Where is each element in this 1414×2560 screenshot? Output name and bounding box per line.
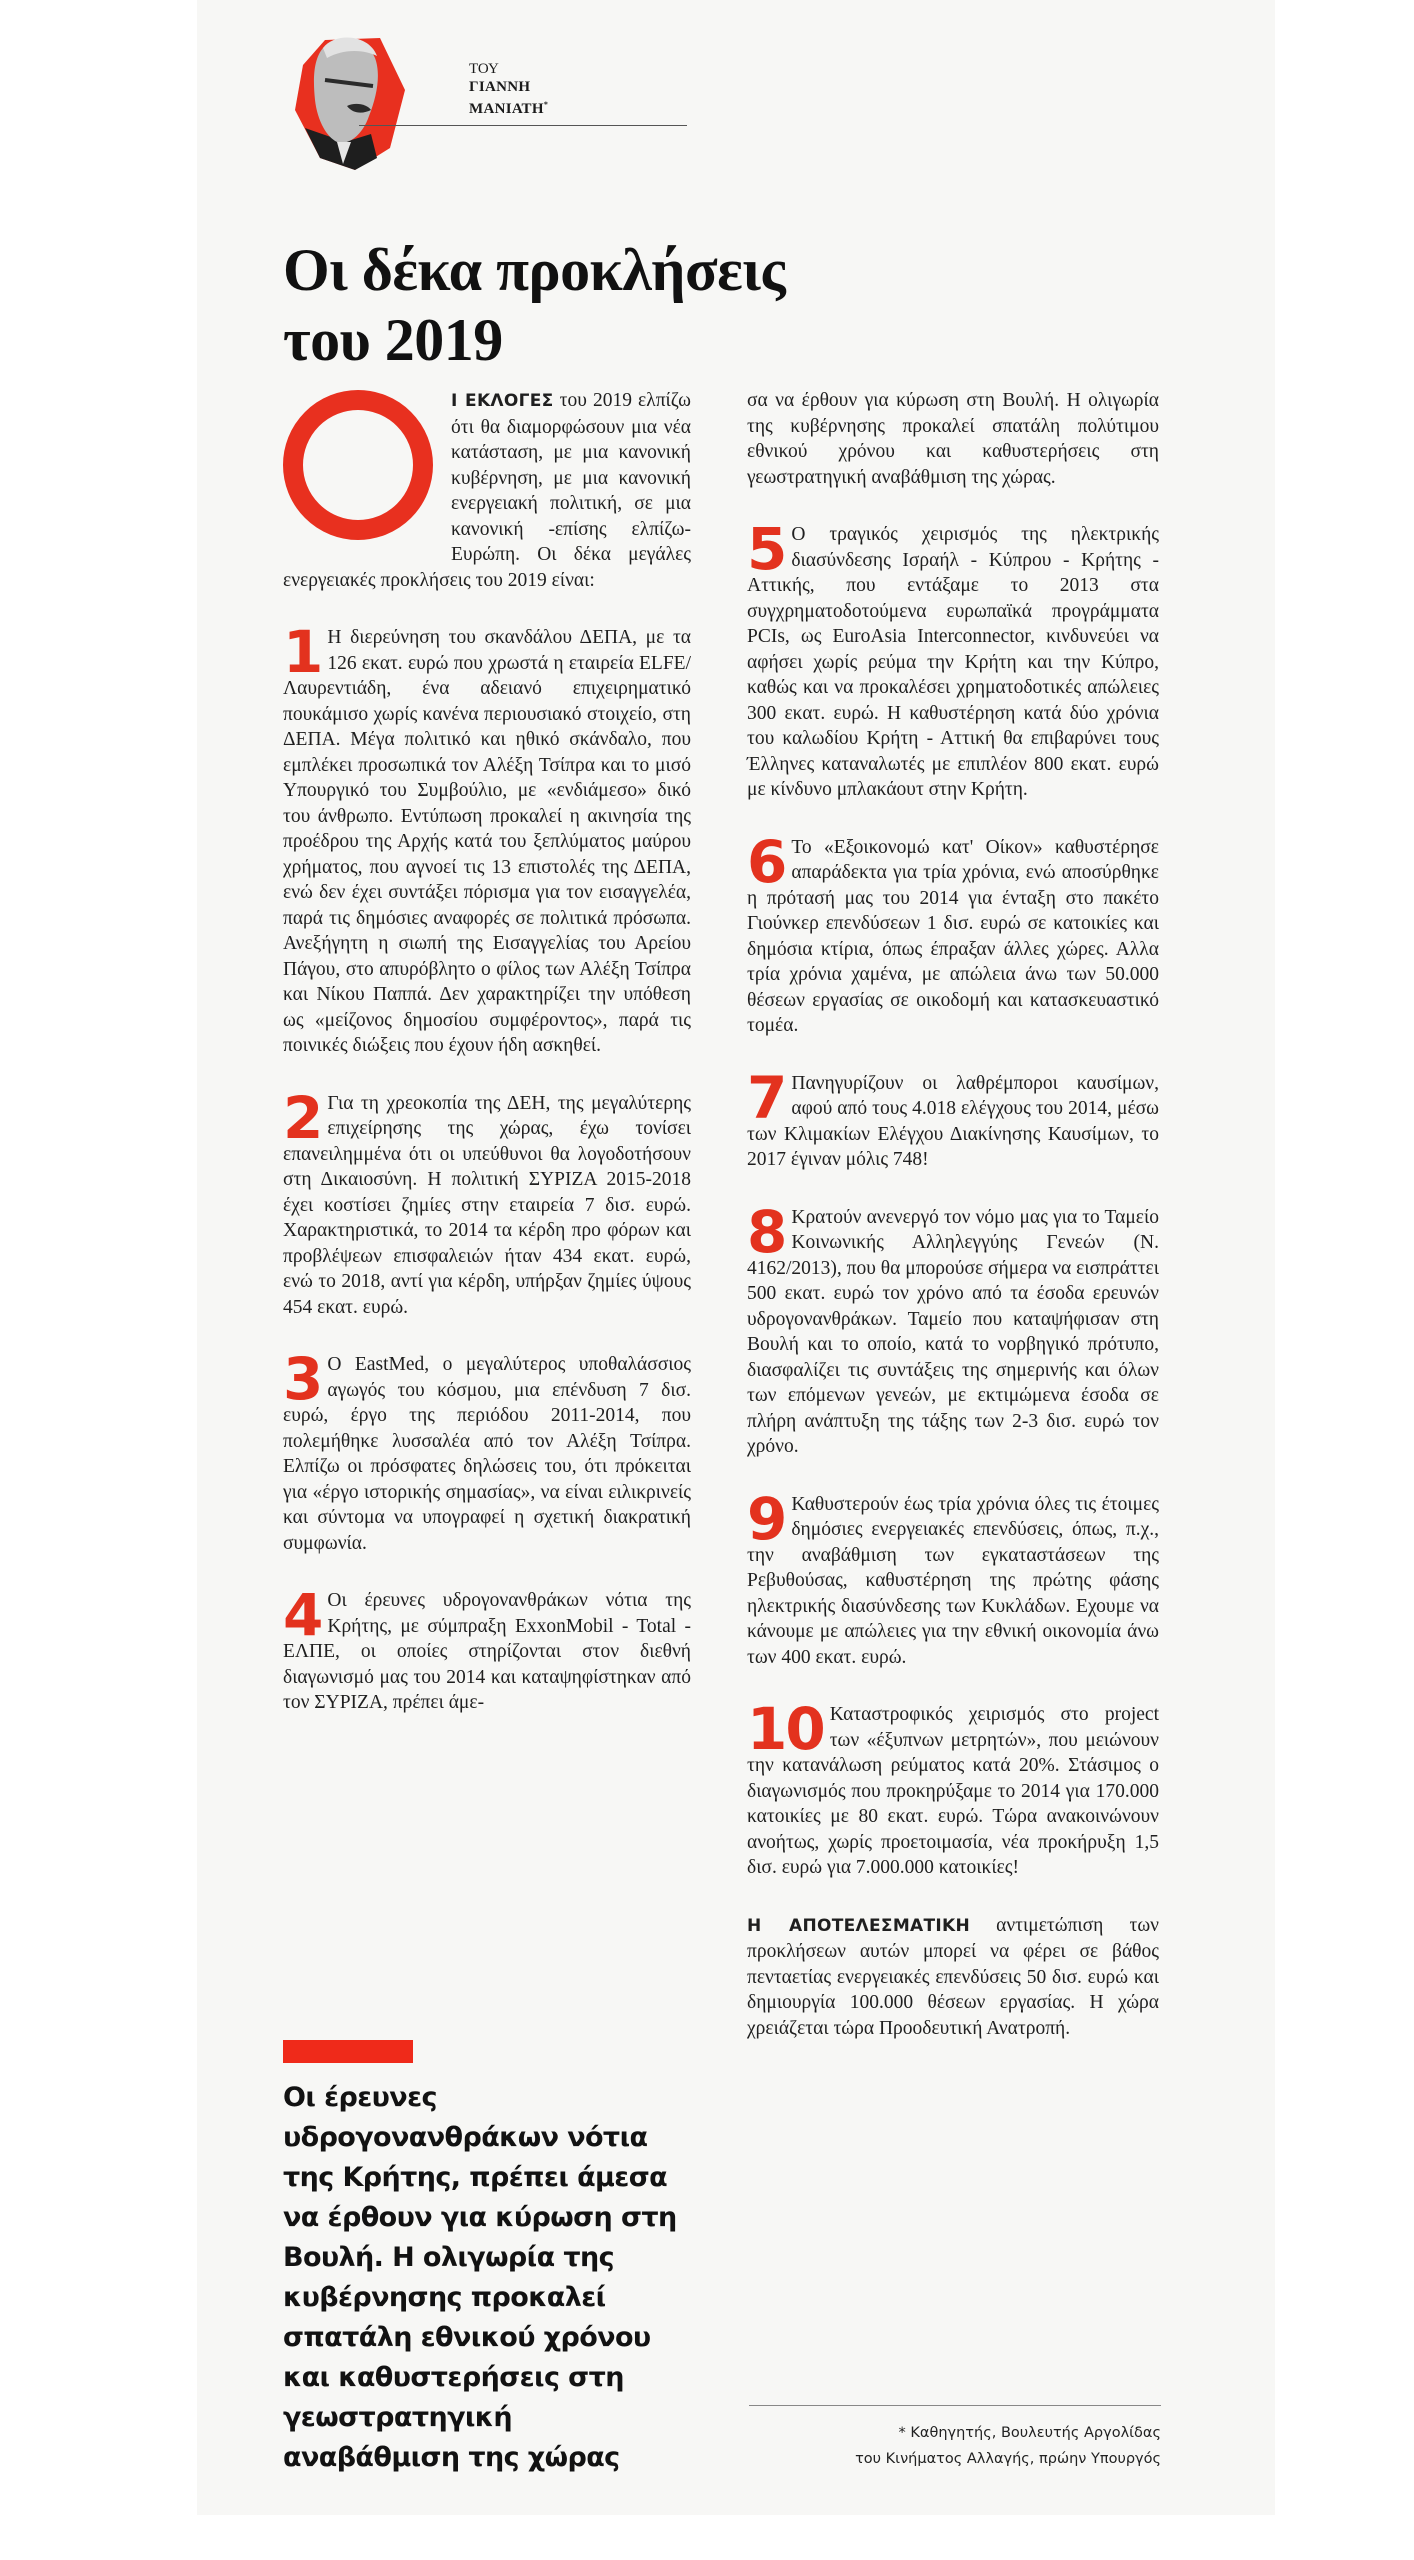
author-footnote: [757, 2420, 1161, 2472]
byline-footnote-marker: *: [543, 100, 549, 109]
challenge-number: 9: [747, 1484, 786, 1553]
challenge-number: 7: [747, 1063, 786, 1132]
byline-first-name: ΓΙΑΝΝΗ: [469, 79, 531, 95]
challenge-text: Καταστροφικός χειρισμός στο project των «έξυπνων μετρητών», που μειώνουν την κατανάλωση ρεύματος κατά 20%. Στάσιμος ο διαγωνισμός που προκηρύξαμε το 2014 για 170.000 κατοικίες με 80 εκατ. ευρώ. Τώρα ανακοινώνουν ανοήτως, χωρίς προετοιμασία, νέα προκήρυξη 1,5 δισ. ευρώ για 7.000.000 κατοικίες!: [747, 1704, 1159, 1878]
challenge-number: 4: [283, 1581, 322, 1649]
challenge-item: [283, 1581, 691, 1716]
byline-last-name-text: ΜΑΝΙΑΤΗ: [469, 101, 544, 117]
challenge-number: 10: [747, 1695, 824, 1763]
challenge-item: [747, 1695, 1159, 1881]
article-column-left: [283, 388, 691, 1748]
challenge-number: 5: [747, 515, 786, 583]
challenge-number: 3: [283, 1345, 322, 1413]
challenge-number: 1: [283, 618, 322, 686]
challenge-text: Ο τραγικός χειρισμός της ηλεκτρικής διασύνδεσης Ισραήλ - Κύπρου - Κρήτης - Αττικής, που εντάξαμε το 2013 στα συγχρηματοδοτούμενα ευρωπαϊκά προγράμματα PCIs, ως EuroAsia Interconnector, κινδυνεύει να αφήσει χωρίς ρεύμα την Κρήτη και την Κύπρο, καθώς και να προκαλέσει χρηματοδοτικές απώλειες 300 εκατ. ευρώ. Η καθυστέρηση κατά δύο χρόνια του καλωδίου Κρήτη - Αττική θα επιβαρύνει τους Έλληνες καταναλωτές με επιπλέον 800 εκατ. ευρώ με κίνδυνο μπλακάουτ στην Κρήτη.: [747, 524, 1159, 800]
footnote-line-1: * Καθηγητής, Βουλευτής Αργολίδας: [898, 2425, 1161, 2441]
challenge-continuation: σα να έρθουν για κύρωση στη Βουλή. Η ολιγωρία της κυβέρνησης προκαλεί σπατάλη πολύτιμου εθνικού χρόνου και καθυστερήσεις στη γεωστρατηγική αναβάθμιση της χώρας.: [747, 390, 1159, 488]
challenge-number: 6: [747, 827, 786, 896]
byline-last-name: [469, 96, 548, 118]
challenge-text: Η διερεύνηση του σκανδάλου ΔΕΠΑ, με τα 126 εκατ. ευρώ που χρωστά η εταιρεία ELFE/Λαυρεντιάδη, ένα αδειανό επιχειρηματικό πουκάμισο χωρίς κανένα περιουσιακό στοιχείο, στη ΔΕΠΑ. Μέγα πολιτικό και ηθικό σκάνδαλο, που εμπλέκει προσωπικά τον Αλέξη Τσίπρα και το μισό Υπουργικό του Συμβούλιο, με «ενδιάμεσο» δικό του άνθρωπο. Εντύπωση προκαλεί η ακινησία της προέδρου της Αρχής κατά του ξεπλύματος μαύρου χρήματος, που αγνοεί τις 13 επιστολές της ΔΕΠΑ, ενώ δεν έχει συντάξει πόρισμα για τον εισαγγελέα, παρά τις δημόσιες αναφορές σε πολιτικά πρόσωπα. Ανεξήγητη η σιωπή της Εισαγγελίας του Αρείου Πάγου, στο απυρόβλητο ο φίλος των Αλέξη Τσίπρα και Νίκου Παππά. Δεν χαρακτηρίζει την υπόθεση ως «μείζονος δημοσίου συμφέροντος», παρά τις ποινικές διώξεις που έχουν ήδη ασκηθεί.: [283, 627, 691, 1056]
challenge-item: [747, 1197, 1159, 1460]
challenge-text: Πανηγυρίζουν οι λαθρέμποροι καυσίμων, αφού από τους 4.018 ελέγχους του 2014, μέσω των Κλιμακίων Ελέγχου Διακίνησης Καυσίμων, το 2017 έγιναν μόλις 748!: [747, 1072, 1159, 1170]
challenge-item: [747, 515, 1159, 803]
byline-prefix: ΤΟΥ: [469, 61, 499, 77]
conclusion-lead-caps: Η ΑΠΟΤΕΛΕΣΜΑΤΙΚΗ: [747, 1915, 971, 1936]
newspaper-page: [197, 0, 1275, 2515]
pull-quote-accent-bar: [283, 2040, 413, 2063]
pull-quote: Οι έρευνες υδρογονανθράκων νότια της Κρήτης, πρέπει άμεσα να έρθουν για κύρωση στη Βουλή. Η ολιγωρία της κυβέρνησης προκαλεί σπατάλη εθνικού χρόνου και καθυστερήσεις στη γεωστρατηγική αναβάθμιση της χώρας: [283, 2082, 677, 2473]
intro-text: του 2019 ελπίζω ότι θα διαμορφώσουν μια νέα κατάσταση, με μια κανονική κυβέρνηση, με μια κανονική ενεργειακή πολιτική, σε μια κανονική -επίσης ελπίζω- Ευρώπη. Οι δέκα μεγάλες ενεργειακές προκλήσεις του 2019 είναι:: [283, 390, 691, 591]
challenge-text: Καθυστερούν έως τρία χρόνια όλες τις έτοιμες δημόσιες ενεργειακές επενδύσεις, όπως, π.χ., την αναβάθμιση των εγκαταστάσεων της Ρεβυθούσας, καθυστέρηση της πρώτης φάσης ηλεκτρικής διασύνδεσης των Κυκλάδων. Εχουμε να κάνουμε με απώλειες για την εθνική οικονομία άνω των 400 εκατ. ευρώ.: [747, 1493, 1159, 1668]
challenge-item: [747, 1063, 1159, 1173]
challenge-number: 8: [747, 1197, 786, 1266]
author-portrait: [285, 30, 405, 170]
challenge-item: [283, 618, 691, 1059]
footnote-divider: [749, 2405, 1161, 2406]
challenge-text: Οι έρευνες υδρογονανθράκων νότια της Κρήτης, με σύμπραξη ExxonMobil - Total - ΕΛΠΕ, οι οποίες στηρίζονται στον διεθνή διαγωνισμό μας του 2014 και καταψηφίστηκαν από τον ΣΥΡΙΖΑ, πρέπει άμε-: [283, 1590, 691, 1713]
challenge-text: Κρατούν ανενεργό τον νόμο μας για το Ταμείο Κοινωνικής Αλληλεγγύης Γενεών (Ν. 4162/2013), που θα μπορούσε σήμερα να εισπράττει 500 εκατ. ευρώ τον χρόνο από τα έσοδα ερευνών υδρογονανθράκων. Ταμείο που καταψήφισαν στη Βουλή και το οποίο, κατά το νορβηγικό πρότυπο, διασφαλίζει τις συντάξεις της σημερινής και όλων των επόμενων γενεών, με εκτιμώμενα έσοδα σε πλήρη ανάπτυξη της τάξης των 2-3 δισ. ευρώ τον χρόνο.: [747, 1206, 1159, 1457]
challenge-text: Ο EastMed, ο μεγαλύτερος υποθαλάσσιος αγωγός του κόσμου, μια επένδυση 7 δισ. ευρώ, έργο της περιόδου 2011-2014, που πολεμήθηκε λυσσαλέα από τον Αλέξη Τσίπρα. Ελπίζω οι πρόσφατες δηλώσεις του, ότι πρόκειται για «έργο ιστορικής σημασίας», να είναι ειλικρινείς και σύντομα να υπογραφεί η σχετική διακρατική συμφωνία.: [283, 1354, 691, 1554]
challenge-item: [283, 1345, 691, 1556]
article-column-right: [747, 388, 1159, 2073]
challenge-text: Για τη χρεοκοπία της ΔΕΗ, της μεγαλύτερης επιχείρησης της χώρας, έχω τονίσει επανειλημμένα ότι οι υπεύθυνοι θα λογοδοτήσουν στη Δικαιοσύνη. Η πολιτική ΣΥΡΙΖΑ 2015-2018 έχει κοστίσει ζημίες στην εταιρεία 7 δισ. ευρώ. Χαρακτηριστικά, το 2014 τα κέρδη προ φόρων και προβλέψεων επισφαλειών ήταν 434 εκατ. ευρώ, ενώ το 2018, αντί για κέρδη, υπήρξαν ζημίες ύψους 454 εκατ. ευρώ.: [283, 1092, 691, 1318]
conclusion-text: αντιμετώπιση των προκλήσεων αυτών μπορεί να φέρει σε βάθος πενταετίας ενεργειακές επενδύσεις 50 δισ. ευρώ και δημιουργία 100.000 θέσεων εργασίας. Η χώρα χρειάζεται τώρα Προοδευτική Ανατροπή.: [747, 1914, 1159, 2039]
intro-lead-caps: Ι ΕΚΛΟΓΕΣ: [451, 391, 554, 411]
intro-paragraph: [283, 388, 691, 593]
conclusion-paragraph: [747, 1913, 1159, 2042]
article-title: Οι δέκα προκλήσεις του 2019: [283, 237, 786, 374]
byline: [469, 60, 548, 118]
challenge-item: [747, 1484, 1159, 1671]
byline-divider: [359, 125, 687, 126]
footnote-line-2: του Κινήματος Αλλαγής, πρώην Υπουργός: [855, 2451, 1161, 2467]
challenge-number: 2: [283, 1083, 322, 1152]
challenge-item: [283, 1083, 691, 1321]
challenge-item: [747, 827, 1159, 1039]
dropcap-o-ring: [283, 390, 433, 540]
challenge-text: Το «Εξοικονομώ κατ' Οίκον» καθυστέρησε απαράδεκτα για τρία χρόνια, ενώ αποσύρθηκε η πρότασή μας του 2014 για ένταξη στο πακέτο Γιούνκερ επενδύσεων 1 δισ. ευρώ σε κατοικίες και δημόσια κτίρια, όπως έπραξαν άλλες χώρες. Αλλα τρία χρόνια χαμένα, με απώλεια άνω των 50.000 θέσεων εργασίας σε οικοδομή και κατασκευαστικό τομέα.: [747, 836, 1159, 1036]
